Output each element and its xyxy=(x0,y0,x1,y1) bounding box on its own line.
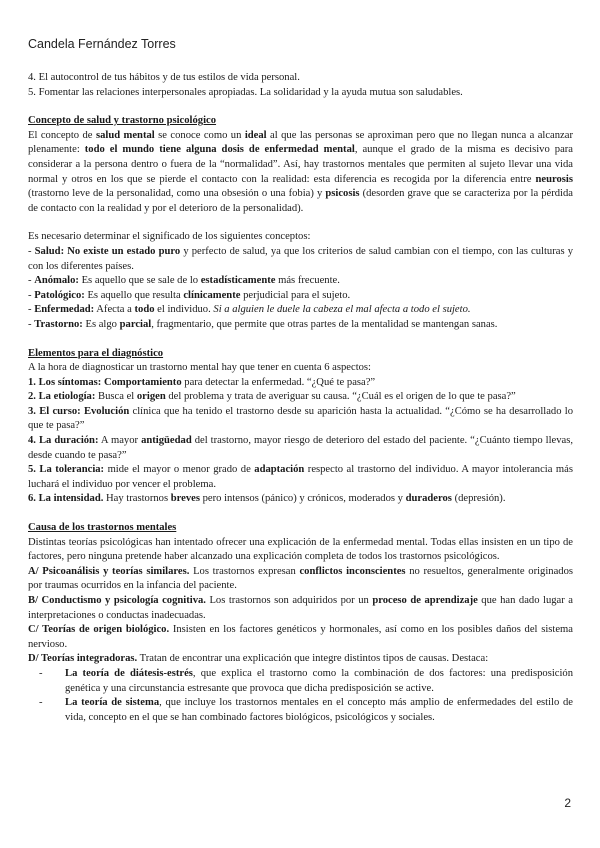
section-heading-diagnostico: Elementos para el diagnóstico xyxy=(28,347,164,359)
causa-c: C/ Teorías de origen biológico. Insisten en los factores genéticos y hormonales, así como en los posibles daños del sistema nervioso. xyxy=(28,624,573,650)
concepts-intro: Es necesario determinar el significado de los siguientes conceptos: xyxy=(28,231,311,243)
causa-b: B/ Conductismo y psicología cognitiva. Los trastornos son adquiridos por un proceso de aprendizaje que han dado lugar a interpretaciones o conductas inadecuadas. xyxy=(28,595,573,621)
diagnostico-intro: A la hora de diagnosticar un trastorno mental hay que tener en cuenta 6 aspectos: xyxy=(28,362,371,374)
list-item: - La teoría de diátesis-estrés, que explica el trastorno como la combinación de dos factores: una predisposición genética y una circunstancia estresante que provoca que dicha predisposición se active. xyxy=(39,667,573,694)
causa-d: D/ Teorías integradoras. Tratan de encontrar una explicación que integre distintos tipos de causas. Destaca: xyxy=(28,653,489,665)
diagnostico-item-6: 6. La intensidad. Hay trastornos breves pero intensos (pánico) y crónicos, moderados y duraderos (depresión). xyxy=(28,493,506,505)
paragraph-salud-mental: El concepto de salud mental se conoce como un ideal al que las personas se aproximan pero que no llegan nunca a alcanzar plenamente: todo el mundo tiene alguna dosis de enfermedad mental, aunque el grado de la misma es decisivo para considerar a la persona dentro o fuera de la “normalidad”. Así, hay trastornos mentales que permiten al sujeto llevar una vida normal y otros en los que se pierde el contacto con la realidad: esta diferencia es recogida por la diferencia entre neurosis (trastorno leve de la personalidad, como una obsesión o una fobia) y psicosis (desorden grave que se caracteriza por la pérdida de contacto con la realidad y por el deterioro de la personalidad). xyxy=(28,129,573,214)
diagnostico-item-2: 2. La etiología: Busca el origen del problema y trata de averiguar su causa. “¿Cuál es el origen de lo que te pasa?” xyxy=(28,391,516,403)
list-item: - La teoría de sistema, que incluye los trastornos mentales en el concepto más amplio de enfermedades del estilo de vida, concepto en el que se han combinado factores biológicos, psicológicos y sociales. xyxy=(39,697,573,723)
section-heading-causas: Causa de los trastornos mentales xyxy=(28,522,177,534)
author-header: Candela Fernández Torres xyxy=(28,37,176,51)
integradoras-list xyxy=(28,667,573,725)
concept-trastorno: - Trastorno: Es algo parcial, fragmentario, que permite que otras partes de la mentalidad se mantengan sanas. xyxy=(28,318,498,330)
causas-intro: Distintas teorías psicológicas han intentado ofrecer una explicación de la enfermedad mental. Todas ellas insisten en un tipo de factores, pero ninguna pretende haber alcanzado una explicación completa de todos los trastornos psicológicos. xyxy=(28,536,573,563)
list-item-5: 5. Fomentar las relaciones interpersonales apropiadas. La solidaridad y la ayuda mutua son saludables. xyxy=(28,86,463,98)
diagnostico-item-3: 3. El curso: Evolución clínica que ha tenido el trastorno desde su aparición hasta la actualidad. “¿Cómo se ha desarrollado lo que te pasa?” xyxy=(28,405,573,432)
diagnostico-item-1: 1. Los síntomas: Comportamiento para detectar la enfermedad. “¿Qué te pasa?” xyxy=(28,376,376,388)
page-number: 2 xyxy=(564,796,571,810)
concept-enfermedad: - Enfermedad: Afecta a todo el individuo. Si a alguien le duele la cabeza el mal afecta a todo el sujeto. xyxy=(28,304,471,316)
concept-anomalo: - Anómalo: Es aquello que se sale de lo estadísticamente más frecuente. xyxy=(28,275,340,287)
concept-salud: - Salud: No existe un estado puro y perfecto de salud, ya que los criterios de salud cambian con el tiempo, con las culturas y con los diferentes países. xyxy=(28,245,573,272)
causa-a: A/ Psicoanálisis y teorías similares. Los trastornos expresan conflictos inconscientes no resueltos, generalmente originados por traumas ocurridos en la infancia del paciente. xyxy=(28,565,573,592)
concept-patologico: - Patológico: Es aquello que resulta clínicamente perjudicial para el sujeto. xyxy=(28,289,351,301)
section-heading-salud: Concepto de salud y trastorno psicológico xyxy=(28,115,217,127)
diagnostico-item-4: 4. La duración: A mayor antigüedad del trastorno, mayor riesgo de deterioro del estado del paciente. “¿Cuánto tiempo llevas, desde cuando te pasa?” xyxy=(28,435,573,461)
list-item-4: 4. El autocontrol de tus hábitos y de tus estilos de vida personal. xyxy=(28,72,300,83)
document-body xyxy=(28,71,573,725)
diagnostico-item-5: 5. La tolerancia: mide el mayor o menor grado de adaptación respecto al trastorno del individuo. A mayor intolerancia más luchará el individuo por vencer el problema. xyxy=(28,464,573,490)
